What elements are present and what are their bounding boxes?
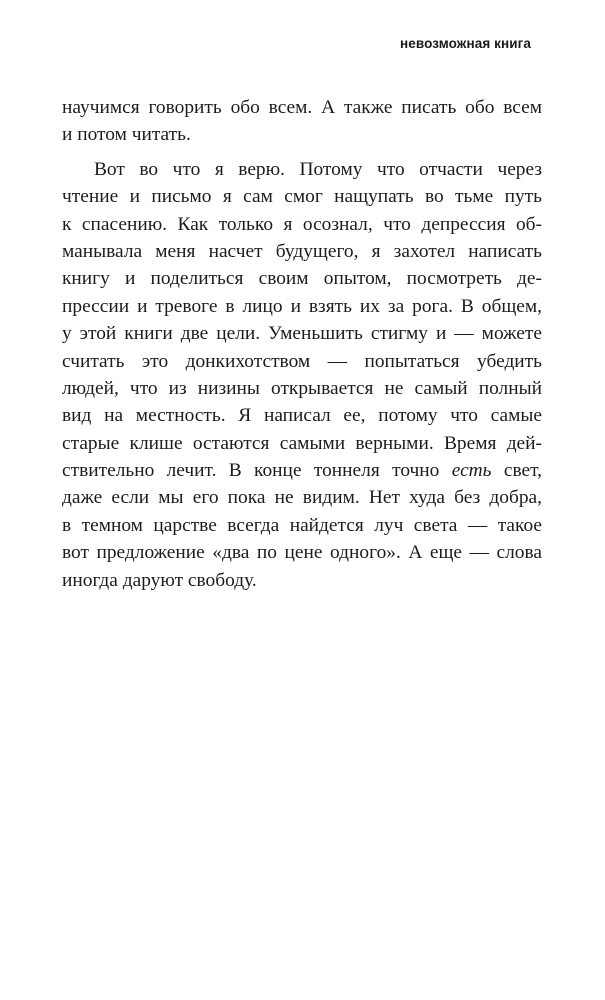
paragraph-gap xyxy=(62,149,542,156)
text-line: даже если мы его пока не видим. Нет худа без добра, xyxy=(62,487,542,509)
text-line xyxy=(62,457,542,484)
text-line: к спасению. Как только я осознал, что депрессия об- xyxy=(62,213,542,235)
text-line: Вот во что я верю. Потому что отчасти через xyxy=(94,158,542,180)
body-text xyxy=(62,94,542,594)
text-line: манывала меня насчет будущего, я захотел написать xyxy=(62,240,542,262)
text-line: и потом читать. xyxy=(62,124,191,146)
text-line: старые клише остаются самыми верными. Время дей- xyxy=(62,432,542,454)
text-line: вид на местность. Я написал ее, потому что самые xyxy=(62,405,542,427)
text-line: иногда даруют свободу. xyxy=(62,569,257,591)
text-line: считать это донкихотством — попытаться убедить xyxy=(62,350,542,372)
text-line: чтение и письмо я сам смог нащупать во тьме путь xyxy=(62,186,542,208)
text-line-end: свет, xyxy=(503,460,542,482)
running-title: невозможная книга xyxy=(399,36,531,51)
text-line: прессии и тревоге в лицо и взять их за рога. В общем, xyxy=(62,295,542,317)
italic-emphasis: есть xyxy=(451,460,492,482)
text-line: вот предложение «два по цене одного». А еще — слова xyxy=(62,542,542,564)
text-line: в темном царстве всегда найдется луч света — такое xyxy=(62,514,542,536)
text-line: у этой книги две цели. Уменьшить стигму и — можете xyxy=(62,323,542,345)
text-line-start: ствительно лечит. В конце тоннеля точно xyxy=(62,460,440,482)
text-line: научимся говорить обо всем. А также писать обо всем xyxy=(62,97,542,118)
text-line: книгу и поделиться своим опытом, посмотреть де- xyxy=(62,268,542,290)
text-line: людей, что из низины открывается не самый полный xyxy=(62,377,542,399)
